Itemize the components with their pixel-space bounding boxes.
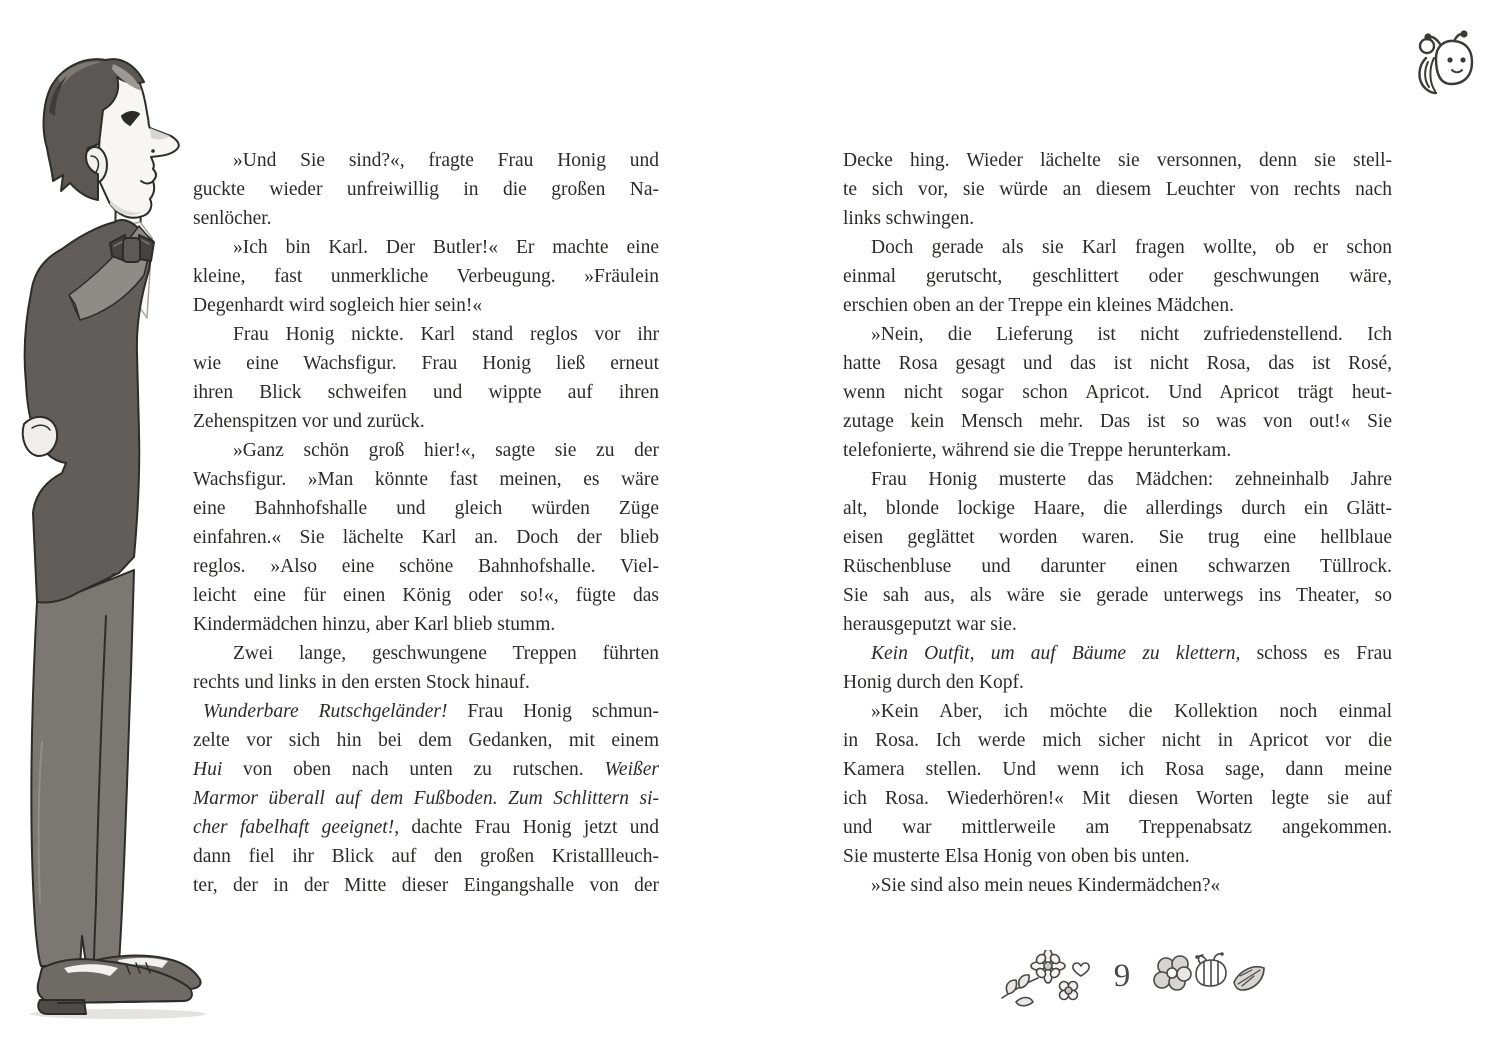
text-run: Doch gerade als sie Karl fragen wollte, ob er schon (871, 237, 1392, 258)
text-line (843, 349, 1392, 378)
page-number: 9 (1113, 958, 1131, 994)
text-run: Rüschenbluse und darunter einen schwarzen Tüllrock. (843, 556, 1392, 577)
text-line (843, 610, 1392, 639)
text-line (193, 465, 659, 494)
text-line (843, 581, 1392, 610)
text-run: Frau Honig nickte. Karl stand reglos vor ihr (233, 324, 659, 345)
text-line (193, 494, 659, 523)
text-line (193, 639, 659, 668)
italic-text-run: Weißer (604, 759, 659, 780)
text-run: Degenhardt wird sogleich hier sein!« (193, 295, 483, 316)
text-run: ihren Blick schweifen und wippte auf ihren (193, 382, 659, 403)
text-line (843, 146, 1392, 175)
text-line (193, 610, 659, 639)
text-line (843, 697, 1392, 726)
text-line (193, 523, 659, 552)
text-line (843, 871, 1392, 900)
text-line (843, 465, 1392, 494)
butler-illustration (18, 52, 208, 1022)
text-line (843, 523, 1392, 552)
text-run: Kindermädchen hinzu, aber Karl blieb stumm. (193, 614, 556, 635)
text-line (193, 755, 659, 784)
text-run: dann fiel ihr Blick auf den großen Kristallleuch- (193, 846, 659, 867)
bee-logo-icon (1414, 28, 1480, 100)
text-run: leicht eine für einen König oder so!«, fügte das (193, 585, 659, 606)
text-run: hatte Rosa gesagt und das ist nicht Rosa, das ist Rosé, (843, 353, 1392, 374)
footer-ornament-right (1150, 948, 1270, 1012)
text-run: Zehenspitzen vor und zurück. (193, 411, 425, 432)
blossom-icon (1060, 982, 1078, 1000)
text-run: »Ich bin Karl. Der Butler!« Er machte eine (233, 237, 659, 258)
italic-text-run: cher fabelhaft geeignet! (193, 817, 395, 838)
text-run: Honig durch den Kopf. (843, 672, 1024, 693)
italic-text-run: Hui (193, 759, 223, 780)
text-run: reglos. »Also eine schöne Bahnhofshalle. Viel- (193, 556, 659, 577)
text-run: erschien oben an der Treppe ein kleines Mädchen. (843, 295, 1234, 316)
text-run: von oben nach unten zu rutschen. (222, 759, 605, 780)
text-run: »Und Sie sind?«, fragte Frau Honig und (233, 150, 659, 171)
text-line (843, 552, 1392, 581)
text-run: alt, blonde lockige Haare, die allerdings durch ein Glätt- (843, 498, 1392, 519)
text-line (193, 291, 659, 320)
text-line (193, 697, 659, 726)
text-line (193, 436, 659, 465)
text-line (843, 726, 1392, 755)
text-line (193, 581, 659, 610)
text-line (193, 871, 659, 900)
text-line (193, 378, 659, 407)
text-line (193, 175, 659, 204)
text-run: Kamera stellen. Und wenn ich Rosa sage, dann meine (843, 759, 1392, 780)
text-line (843, 407, 1392, 436)
text-line (843, 784, 1392, 813)
text-line (193, 320, 659, 349)
heart-icon (1073, 963, 1089, 976)
text-line (193, 726, 659, 755)
text-line (193, 784, 659, 813)
text-line (193, 813, 659, 842)
text-run: »Sie sind also mein neues Kindermädchen?« (871, 875, 1221, 896)
text-run: »Kein Aber, ich möchte die Kollektion noch einmal (871, 701, 1392, 722)
text-run: Sie sah aus, als wäre sie gerade unterwegs ins Theater, so (843, 585, 1392, 606)
text-run: ter, der in der Mitte dieser Eingangshalle von der (193, 875, 659, 896)
text-run: te sich vor, sie würde an diesem Leuchter von rechts nach (843, 179, 1392, 200)
text-run: , dachte Frau Honig jetzt und (394, 817, 659, 838)
text-run: Frau Honig musterte das Mädchen: zehneinhalb Jahre (871, 469, 1392, 490)
left-page-text (193, 146, 659, 900)
italic-text-run: Wunderbare Rutschgeländer! (203, 701, 448, 722)
text-run: in Rosa. Ich werde mich sicher nicht in Apricot vor die (843, 730, 1392, 751)
text-line (193, 146, 659, 175)
text-run: Decke hing. Wieder lächelte sie versonnen, denn sie stell- (843, 150, 1392, 171)
text-run: »Nein, die Lieferung ist nicht zufriedenstellend. Ich (871, 324, 1392, 345)
sprig-icon (1002, 975, 1038, 1006)
text-run: kleine, fast unmerkliche Verbeugung. »Fräulein (193, 266, 659, 287)
text-line (843, 436, 1392, 465)
text-run: Zwei lange, geschwungene Treppen führten (233, 643, 659, 664)
text-line (193, 407, 659, 436)
text-run: herausgeputzt war sie. (843, 614, 1017, 635)
text-run: und war mittlerweile am Treppenabsatz angekommen. (843, 817, 1392, 838)
text-run: rechts und links in den ersten Stock hinauf. (193, 672, 530, 693)
text-run: zutage kein Mensch mehr. Das ist so was von out!« Sie (843, 411, 1392, 432)
text-run: eine Bahnhofshalle und gleich würden Züge (193, 498, 659, 519)
text-run: ich Rosa. Wiederhören!« Mit diesen Worten legte sie auf (843, 788, 1392, 809)
text-line (193, 204, 659, 233)
text-line (843, 842, 1392, 871)
text-run: einmal gerutscht, geschlittert oder geschwungen wäre, (843, 266, 1392, 287)
italic-text-run: Kein Outfit, um auf Bäume zu klettern, (871, 643, 1241, 664)
text-line (843, 291, 1392, 320)
text-run: Wachsfigur. »Man könnte fast meinen, es wäre (193, 469, 659, 490)
text-line (193, 233, 659, 262)
text-run: guckte wieder unfreiwillig in die großen Na- (193, 179, 659, 200)
text-line (193, 668, 659, 697)
text-run: wenn nicht sogar schon Apricot. Und Apricot trägt heut- (843, 382, 1392, 403)
text-run: telefonierte, während sie die Treppe herunterkam. (843, 440, 1232, 461)
text-line (843, 175, 1392, 204)
text-line (843, 262, 1392, 291)
text-line (843, 494, 1392, 523)
text-run: zelte vor sich hin bei dem Gedanken, mit einem (193, 730, 659, 751)
text-run: links schwingen. (843, 208, 975, 229)
text-line (843, 378, 1392, 407)
text-line (843, 813, 1392, 842)
text-run: »Ganz schön groß hier!«, sagte sie zu der (233, 440, 659, 461)
text-line (193, 552, 659, 581)
text-line (843, 668, 1392, 697)
text-line (843, 320, 1392, 349)
right-page-text (843, 146, 1392, 900)
text-run: eisen geglättet worden waren. Sie trug eine hellblaue (843, 527, 1392, 548)
text-run: einfahren.« Sie lächelte Karl an. Doch der blieb (193, 527, 659, 548)
text-run: Sie musterte Elsa Honig von oben bis unten. (843, 846, 1190, 867)
text-run: wie eine Wachsfigur. Frau Honig ließ erneut (193, 353, 659, 374)
text-line (193, 842, 659, 871)
flower-icon (1154, 956, 1191, 990)
text-run: schoss es Frau (1240, 643, 1392, 664)
leaf-icon (1234, 967, 1264, 990)
footer-ornament-left (996, 950, 1096, 1014)
text-line (843, 204, 1392, 233)
text-line (843, 639, 1392, 668)
italic-text-run: Marmor überall auf dem Fußboden. Zum Schlittern si- (193, 788, 659, 809)
text-run: senlöcher. (193, 208, 272, 229)
text-line (193, 349, 659, 378)
bee-icon (1195, 952, 1226, 986)
text-line (843, 755, 1392, 784)
text-line (193, 262, 659, 291)
text-line (843, 233, 1392, 262)
text-run: Frau Honig schmun- (447, 701, 659, 722)
